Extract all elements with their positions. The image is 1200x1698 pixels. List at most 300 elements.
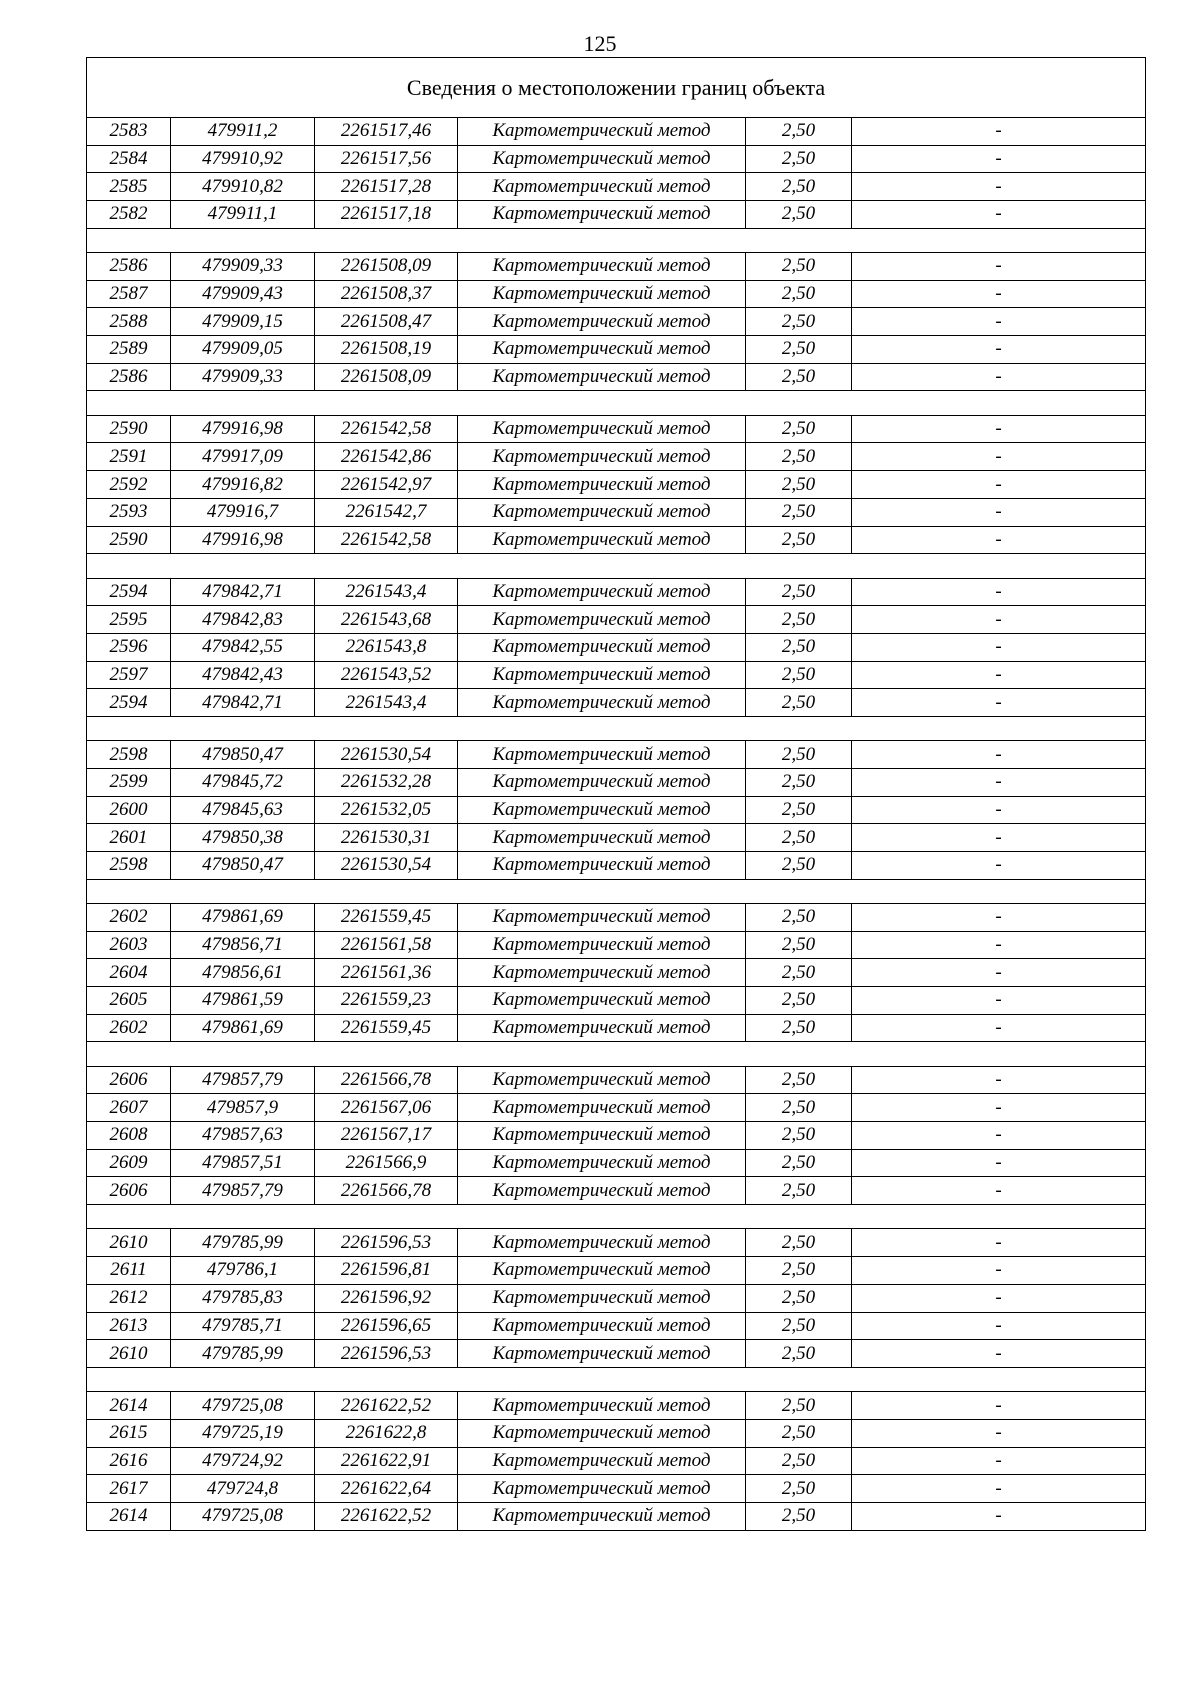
description-cell: - [852, 253, 1146, 281]
group-separator-row [87, 716, 1146, 740]
description-cell: - [852, 1340, 1146, 1368]
group-separator-cell [87, 879, 1146, 903]
method-cell: Картометрический метод [458, 852, 746, 880]
point-number-cell: 2603 [87, 931, 171, 959]
y-coordinate-cell: 2261542,58 [315, 526, 458, 554]
point-number-cell: 2602 [87, 1014, 171, 1042]
description-cell: - [852, 903, 1146, 931]
description-cell: - [852, 173, 1146, 201]
precision-cell: 2,50 [746, 1177, 852, 1205]
description-cell: - [852, 661, 1146, 689]
y-coordinate-cell: 2261508,09 [315, 363, 458, 391]
boundary-coordinates-table [86, 57, 1146, 1531]
method-cell: Картометрический метод [458, 1419, 746, 1447]
description-cell: - [852, 471, 1146, 499]
description-cell: - [852, 1392, 1146, 1420]
y-coordinate-cell: 2261542,97 [315, 471, 458, 499]
x-coordinate-cell: 479911,2 [171, 118, 315, 146]
point-number-cell: 2604 [87, 959, 171, 987]
point-number-cell: 2598 [87, 741, 171, 769]
description-cell: - [852, 633, 1146, 661]
table-row [87, 1257, 1146, 1285]
table-row [87, 903, 1146, 931]
description-cell: - [852, 1122, 1146, 1150]
x-coordinate-cell: 479845,72 [171, 768, 315, 796]
table-row [87, 852, 1146, 880]
description-cell: - [852, 1475, 1146, 1503]
description-cell: - [852, 1014, 1146, 1042]
point-number-cell: 2589 [87, 336, 171, 364]
y-coordinate-cell: 2261596,53 [315, 1340, 458, 1368]
x-coordinate-cell: 479845,63 [171, 796, 315, 824]
precision-cell: 2,50 [746, 741, 852, 769]
x-coordinate-cell: 479857,79 [171, 1066, 315, 1094]
x-coordinate-cell: 479786,1 [171, 1257, 315, 1285]
method-cell: Картометрический метод [458, 931, 746, 959]
y-coordinate-cell: 2261530,54 [315, 852, 458, 880]
x-coordinate-cell: 479842,55 [171, 633, 315, 661]
y-coordinate-cell: 2261559,45 [315, 903, 458, 931]
x-coordinate-cell: 479916,7 [171, 498, 315, 526]
point-number-cell: 2588 [87, 308, 171, 336]
y-coordinate-cell: 2261530,31 [315, 824, 458, 852]
table-row [87, 1229, 1146, 1257]
precision-cell: 2,50 [746, 443, 852, 471]
precision-cell: 2,50 [746, 824, 852, 852]
point-number-cell: 2614 [87, 1392, 171, 1420]
x-coordinate-cell: 479857,79 [171, 1177, 315, 1205]
point-number-cell: 2609 [87, 1149, 171, 1177]
table-row [87, 415, 1146, 443]
x-coordinate-cell: 479917,09 [171, 443, 315, 471]
point-number-cell: 2592 [87, 471, 171, 499]
y-coordinate-cell: 2261508,19 [315, 336, 458, 364]
table-row [87, 768, 1146, 796]
point-number-cell: 2597 [87, 661, 171, 689]
description-cell: - [852, 280, 1146, 308]
precision-cell: 2,50 [746, 931, 852, 959]
point-number-cell: 2602 [87, 903, 171, 931]
table-row [87, 336, 1146, 364]
table-row [87, 1014, 1146, 1042]
point-number-cell: 2600 [87, 796, 171, 824]
precision-cell: 2,50 [746, 118, 852, 146]
y-coordinate-cell: 2261517,28 [315, 173, 458, 201]
x-coordinate-cell: 479909,15 [171, 308, 315, 336]
method-cell: Картометрический метод [458, 173, 746, 201]
method-cell: Картометрический метод [458, 1447, 746, 1475]
group-separator-cell [87, 554, 1146, 578]
precision-cell: 2,50 [746, 173, 852, 201]
precision-cell: 2,50 [746, 1312, 852, 1340]
table-row [87, 931, 1146, 959]
method-cell: Картометрический метод [458, 1094, 746, 1122]
y-coordinate-cell: 2261622,52 [315, 1392, 458, 1420]
description-cell: - [852, 1066, 1146, 1094]
description-cell: - [852, 443, 1146, 471]
point-number-cell: 2598 [87, 852, 171, 880]
x-coordinate-cell: 479857,63 [171, 1122, 315, 1150]
description-cell: - [852, 415, 1146, 443]
point-number-cell: 2616 [87, 1447, 171, 1475]
method-cell: Картометрический метод [458, 633, 746, 661]
description-cell: - [852, 1312, 1146, 1340]
x-coordinate-cell: 479861,69 [171, 903, 315, 931]
precision-cell: 2,50 [746, 852, 852, 880]
group-separator-row [87, 1205, 1146, 1229]
method-cell: Картометрический метод [458, 1014, 746, 1042]
table-row [87, 1312, 1146, 1340]
group-separator-row [87, 1367, 1146, 1391]
method-cell: Картометрический метод [458, 1475, 746, 1503]
point-number-cell: 2612 [87, 1284, 171, 1312]
y-coordinate-cell: 2261508,09 [315, 253, 458, 281]
x-coordinate-cell: 479856,71 [171, 931, 315, 959]
table-row [87, 633, 1146, 661]
method-cell: Картометрический метод [458, 1312, 746, 1340]
table-row [87, 959, 1146, 987]
table-row [87, 689, 1146, 717]
x-coordinate-cell: 479857,51 [171, 1149, 315, 1177]
description-cell: - [852, 1257, 1146, 1285]
table-row [87, 201, 1146, 229]
table-row [87, 253, 1146, 281]
point-number-cell: 2583 [87, 118, 171, 146]
x-coordinate-cell: 479850,38 [171, 824, 315, 852]
x-coordinate-cell: 479916,98 [171, 526, 315, 554]
table-row [87, 526, 1146, 554]
y-coordinate-cell: 2261596,81 [315, 1257, 458, 1285]
group-separator-row [87, 391, 1146, 415]
x-coordinate-cell: 479725,19 [171, 1419, 315, 1447]
method-cell: Картометрический метод [458, 1392, 746, 1420]
description-cell: - [852, 1502, 1146, 1530]
table-row [87, 173, 1146, 201]
group-separator-row [87, 228, 1146, 252]
method-cell: Картометрический метод [458, 689, 746, 717]
page-number: 125 [583, 31, 617, 56]
y-coordinate-cell: 2261559,45 [315, 1014, 458, 1042]
y-coordinate-cell: 2261543,52 [315, 661, 458, 689]
point-number-cell: 2594 [87, 578, 171, 606]
y-coordinate-cell: 2261622,8 [315, 1419, 458, 1447]
group-separator-cell [87, 1042, 1146, 1066]
x-coordinate-cell: 479842,71 [171, 578, 315, 606]
point-number-cell: 2587 [87, 280, 171, 308]
y-coordinate-cell: 2261566,9 [315, 1149, 458, 1177]
precision-cell: 2,50 [746, 498, 852, 526]
point-number-cell: 2617 [87, 1475, 171, 1503]
table-row [87, 443, 1146, 471]
x-coordinate-cell: 479861,59 [171, 987, 315, 1015]
method-cell: Картометрический метод [458, 1149, 746, 1177]
point-number-cell: 2606 [87, 1177, 171, 1205]
method-cell: Картометрический метод [458, 824, 746, 852]
table-title-row [87, 58, 1146, 118]
point-number-cell: 2613 [87, 1312, 171, 1340]
precision-cell: 2,50 [746, 1094, 852, 1122]
description-cell: - [852, 1229, 1146, 1257]
point-number-cell: 2591 [87, 443, 171, 471]
table-row [87, 308, 1146, 336]
x-coordinate-cell: 479857,9 [171, 1094, 315, 1122]
point-number-cell: 2590 [87, 526, 171, 554]
precision-cell: 2,50 [746, 903, 852, 931]
method-cell: Картометрический метод [458, 471, 746, 499]
description-cell: - [852, 336, 1146, 364]
x-coordinate-cell: 479856,61 [171, 959, 315, 987]
x-coordinate-cell: 479842,83 [171, 606, 315, 634]
x-coordinate-cell: 479725,08 [171, 1502, 315, 1530]
method-cell: Картометрический метод [458, 741, 746, 769]
method-cell: Картометрический метод [458, 796, 746, 824]
point-number-cell: 2593 [87, 498, 171, 526]
method-cell: Картометрический метод [458, 443, 746, 471]
table-row [87, 498, 1146, 526]
description-cell: - [852, 1149, 1146, 1177]
x-coordinate-cell: 479850,47 [171, 741, 315, 769]
method-cell: Картометрический метод [458, 1340, 746, 1368]
precision-cell: 2,50 [746, 1229, 852, 1257]
point-number-cell: 2586 [87, 363, 171, 391]
y-coordinate-cell: 2261543,4 [315, 578, 458, 606]
point-number-cell: 2615 [87, 1419, 171, 1447]
description-cell: - [852, 1177, 1146, 1205]
description-cell: - [852, 308, 1146, 336]
table-row [87, 471, 1146, 499]
point-number-cell: 2601 [87, 824, 171, 852]
point-number-cell: 2614 [87, 1502, 171, 1530]
group-separator-cell [87, 716, 1146, 740]
y-coordinate-cell: 2261622,64 [315, 1475, 458, 1503]
precision-cell: 2,50 [746, 959, 852, 987]
y-coordinate-cell: 2261517,46 [315, 118, 458, 146]
point-number-cell: 2584 [87, 145, 171, 173]
x-coordinate-cell: 479909,33 [171, 363, 315, 391]
table-row [87, 1094, 1146, 1122]
description-cell: - [852, 824, 1146, 852]
method-cell: Картометрический метод [458, 1066, 746, 1094]
y-coordinate-cell: 2261566,78 [315, 1177, 458, 1205]
table-row [87, 1122, 1146, 1150]
method-cell: Картометрический метод [458, 526, 746, 554]
table-row [87, 606, 1146, 634]
method-cell: Картометрический метод [458, 1229, 746, 1257]
table-row [87, 1340, 1146, 1368]
method-cell: Картометрический метод [458, 415, 746, 443]
method-cell: Картометрический метод [458, 1502, 746, 1530]
x-coordinate-cell: 479785,99 [171, 1229, 315, 1257]
precision-cell: 2,50 [746, 415, 852, 443]
description-cell: - [852, 852, 1146, 880]
table-row [87, 1447, 1146, 1475]
method-cell: Картометрический метод [458, 308, 746, 336]
precision-cell: 2,50 [746, 1014, 852, 1042]
precision-cell: 2,50 [746, 253, 852, 281]
y-coordinate-cell: 2261542,86 [315, 443, 458, 471]
table-row [87, 363, 1146, 391]
description-cell: - [852, 363, 1146, 391]
precision-cell: 2,50 [746, 1447, 852, 1475]
group-separator-cell [87, 391, 1146, 415]
x-coordinate-cell: 479909,05 [171, 336, 315, 364]
y-coordinate-cell: 2261508,37 [315, 280, 458, 308]
method-cell: Картометрический метод [458, 145, 746, 173]
description-cell: - [852, 987, 1146, 1015]
x-coordinate-cell: 479785,71 [171, 1312, 315, 1340]
point-number-cell: 2582 [87, 201, 171, 229]
x-coordinate-cell: 479724,92 [171, 1447, 315, 1475]
y-coordinate-cell: 2261542,7 [315, 498, 458, 526]
group-separator-cell [87, 1367, 1146, 1391]
table-title: Сведения о местоположении границ объекта [87, 58, 1146, 118]
precision-cell: 2,50 [746, 689, 852, 717]
precision-cell: 2,50 [746, 661, 852, 689]
table-row [87, 741, 1146, 769]
point-number-cell: 2610 [87, 1340, 171, 1368]
y-coordinate-cell: 2261543,68 [315, 606, 458, 634]
table-row [87, 118, 1146, 146]
point-number-cell: 2605 [87, 987, 171, 1015]
precision-cell: 2,50 [746, 336, 852, 364]
precision-cell: 2,50 [746, 1419, 852, 1447]
y-coordinate-cell: 2261517,18 [315, 201, 458, 229]
method-cell: Картометрический метод [458, 1177, 746, 1205]
description-cell: - [852, 1094, 1146, 1122]
precision-cell: 2,50 [746, 1502, 852, 1530]
method-cell: Картометрический метод [458, 606, 746, 634]
precision-cell: 2,50 [746, 768, 852, 796]
method-cell: Картометрический метод [458, 1122, 746, 1150]
group-separator-cell [87, 1205, 1146, 1229]
y-coordinate-cell: 2261596,53 [315, 1229, 458, 1257]
table-row [87, 796, 1146, 824]
method-cell: Картометрический метод [458, 959, 746, 987]
precision-cell: 2,50 [746, 526, 852, 554]
description-cell: - [852, 959, 1146, 987]
table-row [87, 1392, 1146, 1420]
x-coordinate-cell: 479861,69 [171, 1014, 315, 1042]
x-coordinate-cell: 479842,43 [171, 661, 315, 689]
precision-cell: 2,50 [746, 308, 852, 336]
x-coordinate-cell: 479785,99 [171, 1340, 315, 1368]
table-row [87, 1419, 1146, 1447]
table-row [87, 824, 1146, 852]
point-number-cell: 2594 [87, 689, 171, 717]
method-cell: Картометрический метод [458, 118, 746, 146]
y-coordinate-cell: 2261622,91 [315, 1447, 458, 1475]
method-cell: Картометрический метод [458, 987, 746, 1015]
y-coordinate-cell: 2261532,28 [315, 768, 458, 796]
method-cell: Картометрический метод [458, 661, 746, 689]
method-cell: Картометрический метод [458, 1284, 746, 1312]
x-coordinate-cell: 479785,83 [171, 1284, 315, 1312]
precision-cell: 2,50 [746, 1257, 852, 1285]
description-cell: - [852, 145, 1146, 173]
method-cell: Картометрический метод [458, 280, 746, 308]
y-coordinate-cell: 2261566,78 [315, 1066, 458, 1094]
y-coordinate-cell: 2261542,58 [315, 415, 458, 443]
description-cell: - [852, 118, 1146, 146]
group-separator-cell [87, 228, 1146, 252]
table-row [87, 1149, 1146, 1177]
precision-cell: 2,50 [746, 578, 852, 606]
table-row [87, 1502, 1146, 1530]
table-row [87, 145, 1146, 173]
x-coordinate-cell: 479909,33 [171, 253, 315, 281]
description-cell: - [852, 606, 1146, 634]
precision-cell: 2,50 [746, 471, 852, 499]
point-number-cell: 2599 [87, 768, 171, 796]
method-cell: Картометрический метод [458, 768, 746, 796]
y-coordinate-cell: 2261508,47 [315, 308, 458, 336]
y-coordinate-cell: 2261567,17 [315, 1122, 458, 1150]
x-coordinate-cell: 479910,92 [171, 145, 315, 173]
point-number-cell: 2610 [87, 1229, 171, 1257]
description-cell: - [852, 526, 1146, 554]
table-row [87, 1177, 1146, 1205]
description-cell: - [852, 498, 1146, 526]
precision-cell: 2,50 [746, 1149, 852, 1177]
method-cell: Картометрический метод [458, 363, 746, 391]
precision-cell: 2,50 [746, 280, 852, 308]
y-coordinate-cell: 2261530,54 [315, 741, 458, 769]
description-cell: - [852, 201, 1146, 229]
point-number-cell: 2596 [87, 633, 171, 661]
description-cell: - [852, 1284, 1146, 1312]
method-cell: Картометрический метод [458, 498, 746, 526]
method-cell: Картометрический метод [458, 903, 746, 931]
precision-cell: 2,50 [746, 145, 852, 173]
description-cell: - [852, 1447, 1146, 1475]
description-cell: - [852, 741, 1146, 769]
table-row [87, 1475, 1146, 1503]
x-coordinate-cell: 479724,8 [171, 1475, 315, 1503]
precision-cell: 2,50 [746, 1475, 852, 1503]
table-row [87, 1284, 1146, 1312]
table-row [87, 578, 1146, 606]
x-coordinate-cell: 479725,08 [171, 1392, 315, 1420]
method-cell: Картометрический метод [458, 578, 746, 606]
x-coordinate-cell: 479842,71 [171, 689, 315, 717]
method-cell: Картометрический метод [458, 253, 746, 281]
group-separator-row [87, 879, 1146, 903]
point-number-cell: 2585 [87, 173, 171, 201]
description-cell: - [852, 689, 1146, 717]
x-coordinate-cell: 479909,43 [171, 280, 315, 308]
precision-cell: 2,50 [746, 1066, 852, 1094]
x-coordinate-cell: 479911,1 [171, 201, 315, 229]
table-row [87, 661, 1146, 689]
point-number-cell: 2595 [87, 606, 171, 634]
precision-cell: 2,50 [746, 201, 852, 229]
point-number-cell: 2590 [87, 415, 171, 443]
table-row [87, 280, 1146, 308]
precision-cell: 2,50 [746, 1284, 852, 1312]
group-separator-row [87, 554, 1146, 578]
precision-cell: 2,50 [746, 1340, 852, 1368]
point-number-cell: 2608 [87, 1122, 171, 1150]
point-number-cell: 2607 [87, 1094, 171, 1122]
y-coordinate-cell: 2261561,58 [315, 931, 458, 959]
precision-cell: 2,50 [746, 606, 852, 634]
method-cell: Картометрический метод [458, 1257, 746, 1285]
y-coordinate-cell: 2261543,8 [315, 633, 458, 661]
point-number-cell: 2606 [87, 1066, 171, 1094]
precision-cell: 2,50 [746, 796, 852, 824]
description-cell: - [852, 931, 1146, 959]
precision-cell: 2,50 [746, 633, 852, 661]
